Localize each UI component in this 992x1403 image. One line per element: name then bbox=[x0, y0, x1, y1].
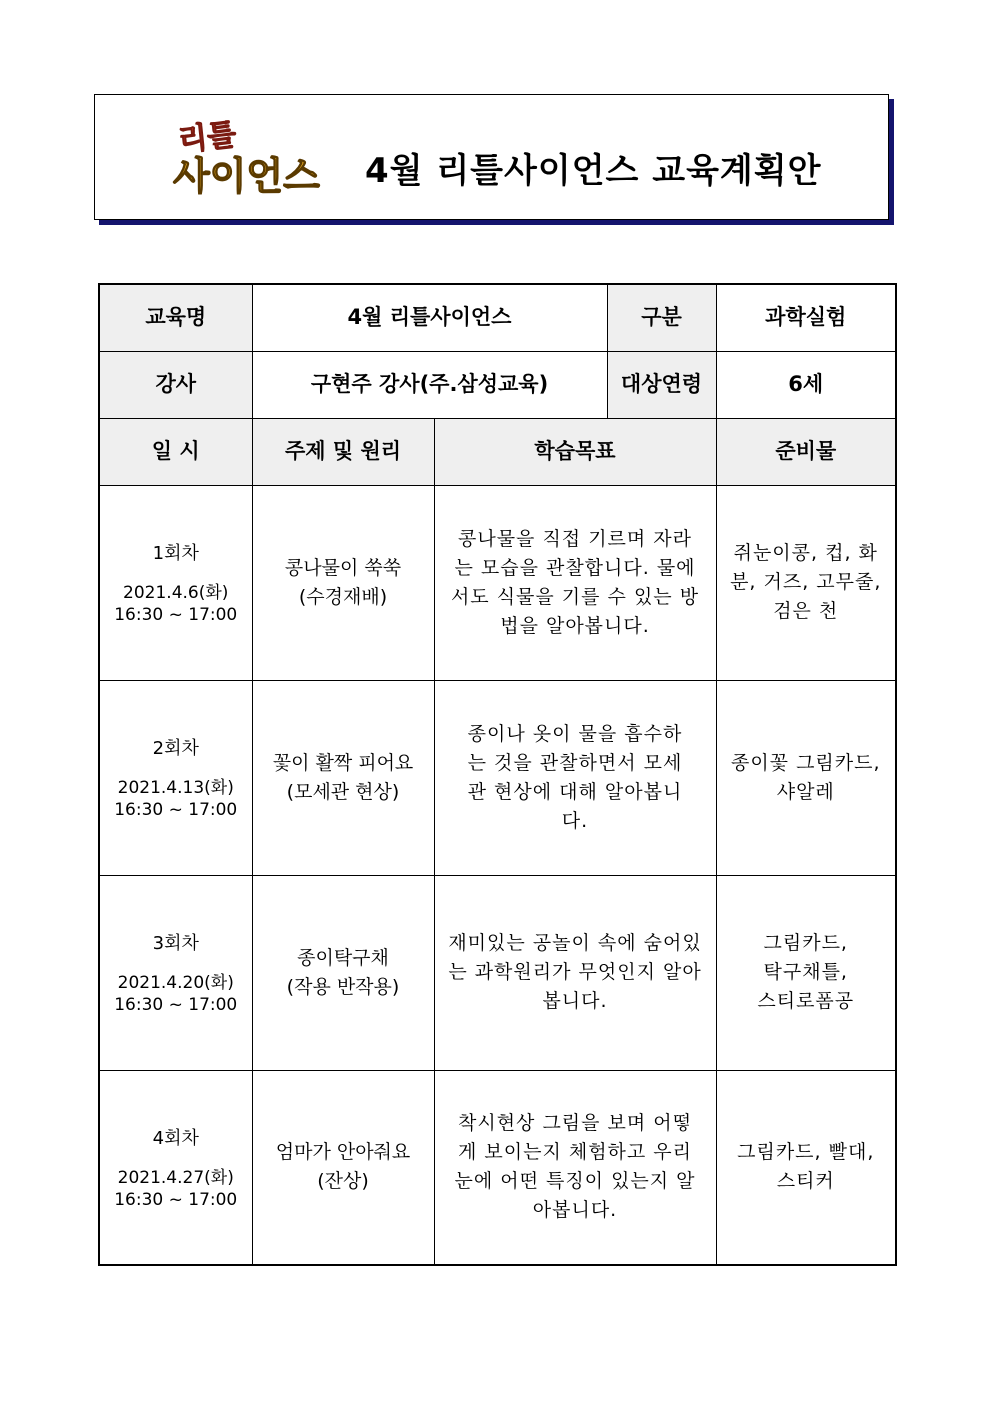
session-time: 16:30 ~ 17:00 bbox=[114, 995, 238, 1015]
session-principle: (수경재배) bbox=[298, 585, 388, 608]
session-topic-cell bbox=[252, 875, 434, 1070]
document-title: 4월 리틀사이언스 교육계획안 bbox=[365, 151, 822, 191]
session-topic-cell bbox=[252, 680, 434, 875]
instructor-label: 강사 bbox=[99, 351, 252, 418]
col-date: 일 시 bbox=[99, 418, 252, 485]
session-goal-cell bbox=[434, 875, 716, 1070]
col-materials: 준비물 bbox=[716, 418, 896, 485]
session-goal-cell bbox=[434, 680, 716, 875]
session-date-cell bbox=[99, 875, 252, 1070]
category-value: 과학실험 bbox=[716, 284, 896, 351]
session-date: 2021.4.13(화) bbox=[117, 778, 234, 798]
course-value: 4월 리틀사이언스 bbox=[252, 284, 607, 351]
instructor-row bbox=[99, 351, 896, 418]
session-row bbox=[99, 1070, 896, 1265]
session-topic: 꽃이 활짝 피어요 bbox=[272, 751, 414, 774]
session-number: 1회차 bbox=[152, 543, 199, 564]
session-date-cell bbox=[99, 485, 252, 680]
session-time: 16:30 ~ 17:00 bbox=[114, 1189, 238, 1210]
session-time: 16:30 ~ 17:00 bbox=[114, 605, 238, 625]
session-row bbox=[99, 875, 896, 1070]
session-goal: 종이나 옷이 물을 흡수하는 것을 관찰하면서 모세관 현상에 대해 알아봅니다. bbox=[467, 722, 683, 832]
session-date: 2021.4.20(화) bbox=[117, 973, 234, 993]
session-materials: 그림카드, 탁구채틀, 스티로폼공 bbox=[757, 932, 855, 1012]
session-row bbox=[99, 680, 896, 875]
session-materials: 쥐눈이콩, 컵, 화분, 거즈, 고무줄, 검은 천 bbox=[730, 542, 882, 622]
category-label: 구분 bbox=[607, 284, 716, 351]
session-date-cell bbox=[99, 680, 252, 875]
session-row bbox=[99, 485, 896, 680]
session-date: 2021.4.6(화) bbox=[123, 583, 229, 603]
title-box bbox=[94, 94, 889, 220]
session-goal: 착시현상 그림을 보며 어떻게 보이는지 체험하고 우리 눈에 어떤 특징이 있는지 알아봅니다. bbox=[454, 1112, 696, 1222]
session-time: 16:30 ~ 17:00 bbox=[114, 800, 238, 820]
age-label: 대상연령 bbox=[607, 351, 716, 418]
session-number: 4회차 bbox=[152, 1127, 199, 1149]
session-topic: 콩나물이 쑥쑥 bbox=[284, 556, 402, 579]
education-plan-table bbox=[98, 283, 897, 1266]
session-materials-cell bbox=[716, 875, 896, 1070]
session-goal: 콩나물을 직접 기르며 자라는 모습을 관찰합니다. 물에서도 식물을 기를 수 있는 방법을 알아봅니다. bbox=[450, 527, 700, 637]
session-materials: 종이꽃 그림카드, 샤알레 bbox=[730, 751, 881, 803]
col-goal: 학습목표 bbox=[434, 418, 716, 485]
session-materials: 그림카드, 빨대, 스티커 bbox=[737, 1141, 875, 1193]
session-topic: 엄마가 안아줘요 bbox=[275, 1141, 411, 1164]
logo-line2: 사이언스 bbox=[173, 154, 320, 198]
session-goal-cell bbox=[434, 1070, 716, 1265]
session-goal-cell bbox=[434, 485, 716, 680]
age-value: 6세 bbox=[716, 351, 896, 418]
course-label: 교육명 bbox=[99, 284, 252, 351]
session-number: 2회차 bbox=[152, 738, 199, 759]
session-date-cell bbox=[99, 1070, 252, 1265]
session-materials-cell bbox=[716, 680, 896, 875]
session-topic: 종이탁구채 bbox=[297, 946, 389, 969]
logo-line1: 리틀 bbox=[176, 117, 238, 159]
session-materials-cell bbox=[716, 1070, 896, 1265]
column-header-row bbox=[99, 418, 896, 485]
session-principle: (잔상) bbox=[317, 1170, 369, 1193]
col-topic: 주제 및 원리 bbox=[252, 418, 434, 485]
instructor-value: 구현주 강사(주.삼성교육) bbox=[252, 351, 607, 418]
course-row bbox=[99, 284, 896, 351]
session-topic-cell bbox=[252, 485, 434, 680]
session-goal: 재미있는 공놀이 속에 숨어있는 과학원리가 무엇인지 알아봅니다. bbox=[448, 932, 702, 1012]
session-materials-cell bbox=[716, 485, 896, 680]
session-date: 2021.4.27(화) bbox=[117, 1167, 234, 1188]
little-science-logo bbox=[171, 115, 336, 199]
session-principle: (작용 반작용) bbox=[286, 975, 400, 998]
session-topic-cell bbox=[252, 1070, 434, 1265]
session-principle: (모세관 현상) bbox=[286, 780, 400, 803]
session-number: 3회차 bbox=[152, 933, 199, 954]
